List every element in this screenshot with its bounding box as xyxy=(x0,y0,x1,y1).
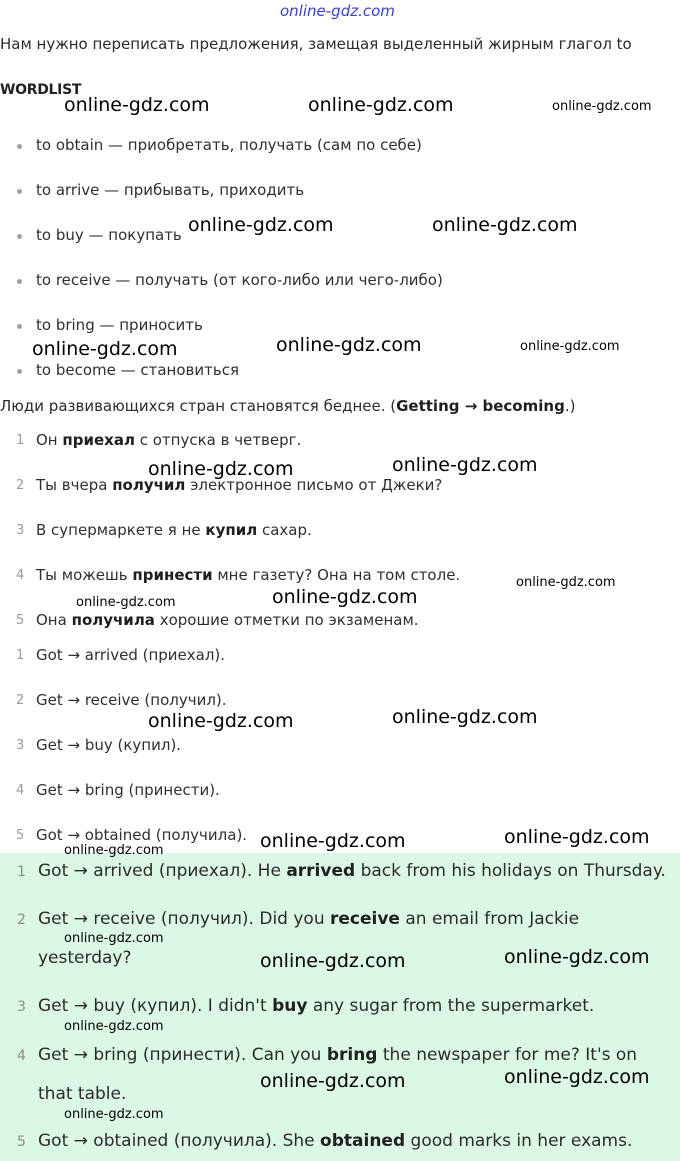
answer-pre: Get → bring (принести). Can you xyxy=(38,1045,327,1065)
watermark: online-gdz.com xyxy=(504,1066,650,1088)
sentence-post: мне газету? Она на том столе. xyxy=(212,566,461,584)
watermark: online-gdz.com xyxy=(272,586,418,608)
answer-post: any sugar from the supermarket. xyxy=(307,996,595,1016)
watermark: online-gdz.com xyxy=(148,710,294,732)
translation: Get → bring (принести). xyxy=(36,781,220,799)
sentence-pre: Она xyxy=(36,611,72,629)
watermark: online-gdz.com xyxy=(392,454,538,476)
wordlist-item: to become — становиться xyxy=(36,361,239,379)
sentence-pre: Ты можешь xyxy=(36,566,133,584)
item-number: 2 xyxy=(16,693,25,708)
sentence-post: с отпуска в четверг. xyxy=(134,431,302,449)
sentence-verb: получила xyxy=(71,611,155,629)
watermark: online-gdz.com xyxy=(432,214,578,236)
answer-line xyxy=(38,948,131,968)
watermark: online-gdz.com xyxy=(64,1107,164,1122)
site-title: online-gdz.com xyxy=(280,2,395,20)
watermark: online-gdz.com xyxy=(64,94,210,116)
wordlist-item: to arrive — прибывать, приходить xyxy=(36,181,305,199)
sentence-verb: купил xyxy=(205,521,258,539)
watermark: online-gdz.com xyxy=(32,338,178,360)
watermark: online-gdz.com xyxy=(392,706,538,728)
sentence xyxy=(36,431,301,449)
example-text: Люди развивающихся стран становятся беднее. ( xyxy=(0,397,397,415)
example-sentence xyxy=(0,397,575,415)
translation: Got → arrived (приехал). xyxy=(36,646,226,664)
sentence-post: сахар. xyxy=(257,521,312,539)
watermark: online-gdz.com xyxy=(260,1070,406,1092)
answer-verb: receive xyxy=(330,909,400,929)
watermark: online-gdz.com xyxy=(260,950,406,972)
translation: Got → obtained (получила). xyxy=(36,826,248,844)
item-number: 5 xyxy=(16,828,25,843)
answer-line xyxy=(38,996,594,1016)
translation: Get → receive (получил). xyxy=(36,691,227,709)
wordlist-item: to receive — получать (от кого-либо или чего-либо) xyxy=(36,271,443,289)
answer-verb: arrived xyxy=(286,861,356,881)
item-number: 5 xyxy=(17,1134,26,1150)
bullet-icon xyxy=(17,144,22,149)
example-bold: Getting → becoming xyxy=(396,397,565,415)
watermark: online-gdz.com xyxy=(76,595,176,610)
item-number: 5 xyxy=(16,613,25,628)
watermark: online-gdz.com xyxy=(64,931,164,946)
answer-line xyxy=(38,1131,632,1151)
item-number: 3 xyxy=(16,738,25,753)
item-number: 1 xyxy=(16,648,25,663)
watermark: online-gdz.com xyxy=(504,946,650,968)
translation: Get → buy (купил). xyxy=(36,736,182,754)
watermark: online-gdz.com xyxy=(148,458,294,480)
item-number: 4 xyxy=(17,1048,26,1064)
watermark: online-gdz.com xyxy=(260,830,406,852)
watermark: online-gdz.com xyxy=(516,575,616,590)
sentence-pre: В супермаркете я не xyxy=(36,521,206,539)
item-number: 4 xyxy=(16,783,25,798)
item-number: 3 xyxy=(17,999,26,1015)
answer-pre: yesterday? xyxy=(38,948,132,968)
item-number: 4 xyxy=(16,568,25,583)
sentence-verb: получил xyxy=(112,476,186,494)
example-end: .) xyxy=(564,397,576,415)
wordlist-heading: WORDLIST xyxy=(0,82,82,98)
answer-verb: buy xyxy=(272,996,308,1016)
answer-pre: Get → receive (получил). Did you xyxy=(38,909,330,929)
answer-pre: Get → buy (купил). I didn't xyxy=(38,996,273,1016)
sentence xyxy=(36,566,460,584)
intro-text: Нам нужно переписать предложения, замещая выделенный жирным глагол to xyxy=(0,35,632,53)
answer-line xyxy=(38,1045,637,1065)
watermark: online-gdz.com xyxy=(276,334,422,356)
sentence xyxy=(36,521,312,539)
sentence-verb: принести xyxy=(132,566,213,584)
answer-post: an email from Jackie xyxy=(399,909,580,929)
sentence-post: хорошие отметки по экзаменам. xyxy=(154,611,419,629)
watermark: online-gdz.com xyxy=(520,339,620,354)
answer-post: back from his holidays on Thursday. xyxy=(355,861,666,881)
sentence-pre: Он xyxy=(36,431,63,449)
wordlist-item: to buy — покупать xyxy=(36,226,182,244)
item-number: 3 xyxy=(16,523,25,538)
answer-pre: that table. xyxy=(38,1084,127,1104)
item-number: 2 xyxy=(17,912,26,928)
watermark: online-gdz.com xyxy=(504,826,650,848)
sentence-verb: приехал xyxy=(62,431,135,449)
answer-verb: bring xyxy=(326,1045,378,1065)
answer-post: the newspaper for me? It's on xyxy=(377,1045,638,1065)
bullet-icon xyxy=(17,279,22,284)
wordlist-item: to obtain — приобретать, получать (сам по себе) xyxy=(36,136,422,154)
watermark: online-gdz.com xyxy=(64,843,164,858)
answer-post: good marks in her exams. xyxy=(405,1131,633,1151)
item-number: 2 xyxy=(16,478,25,493)
answer-line xyxy=(38,909,579,929)
watermark: online-gdz.com xyxy=(64,1019,164,1034)
item-number: 1 xyxy=(16,433,25,448)
answer-pre: Got → arrived (приехал). He xyxy=(38,861,287,881)
bullet-icon xyxy=(17,189,22,194)
sentence xyxy=(36,611,419,629)
sentence-post: электронное письмо от Джеки? xyxy=(185,476,443,494)
sentence-pre: Ты вчера xyxy=(36,476,113,494)
watermark: online-gdz.com xyxy=(308,94,454,116)
bullet-icon xyxy=(17,234,22,239)
watermark: online-gdz.com xyxy=(188,214,334,236)
answer-pre: Got → obtained (получила). She xyxy=(38,1131,321,1151)
bullet-icon xyxy=(17,324,22,329)
answer-line xyxy=(38,861,666,881)
answer-line xyxy=(38,1084,126,1104)
watermark: online-gdz.com xyxy=(552,99,652,114)
bullet-icon xyxy=(17,369,22,374)
wordlist-item: to bring — приносить xyxy=(36,316,203,334)
answer-verb: obtained xyxy=(320,1131,406,1151)
item-number: 1 xyxy=(17,864,26,880)
